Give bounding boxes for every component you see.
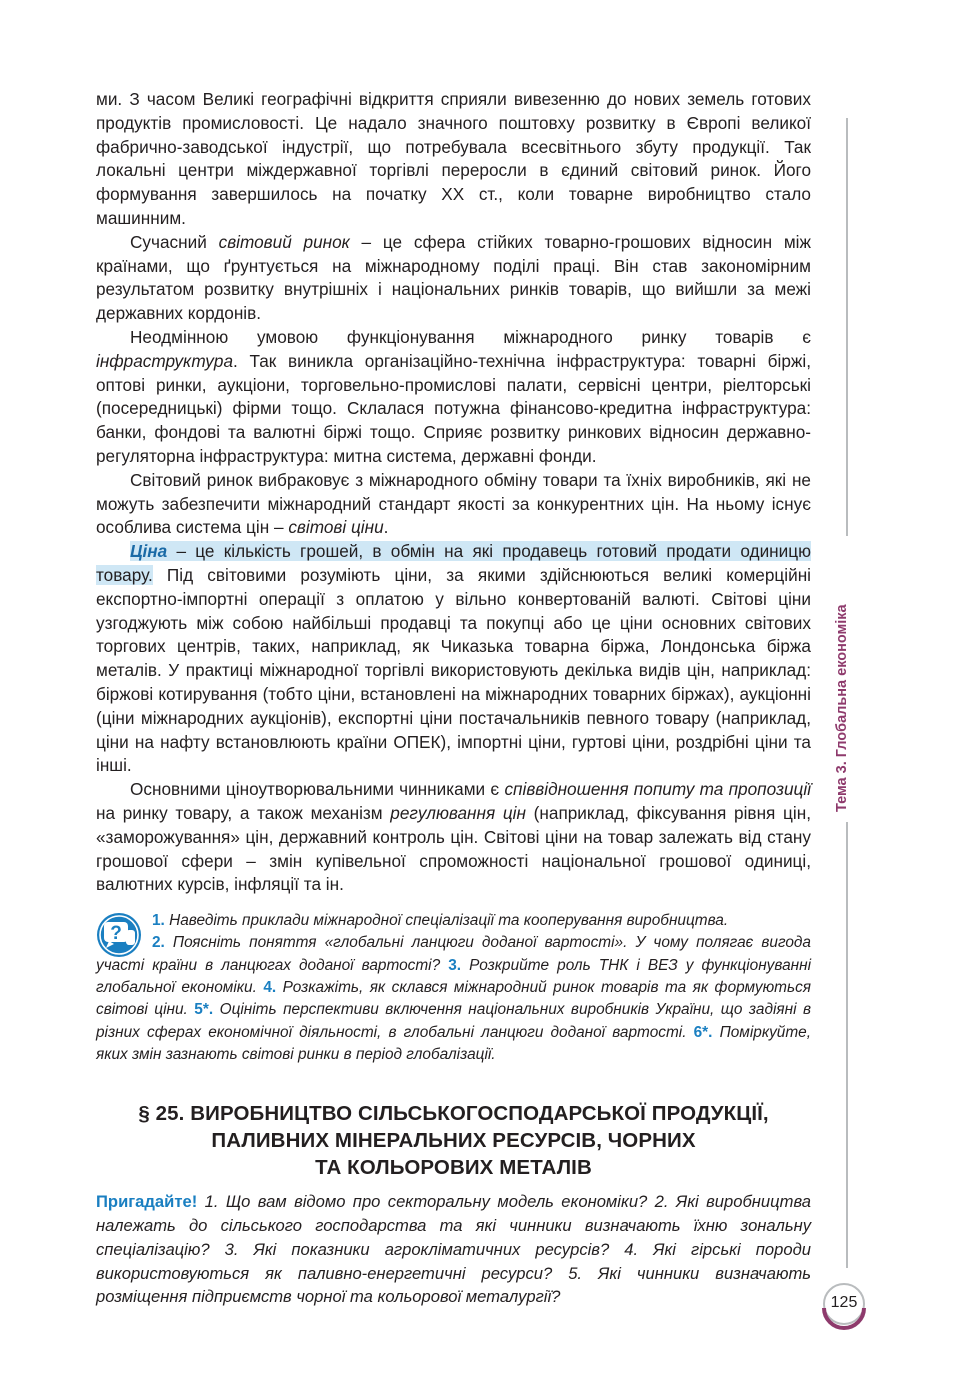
question-4: Розкажіть, як склався міжнародний ринок товарів та як формуються світові ціни.	[96, 978, 811, 1019]
paragraph-4: Світовий ринок вибраковує з міжнародного обміну товари та їхніх виробників, які не можуть забезпечити міжнародний стандарт якості за конкурентних цін. На ньому існує особлива система цін – світові ціни.	[96, 469, 811, 538]
question-bubble-icon	[96, 912, 142, 958]
recall-block	[96, 1190, 811, 1309]
term-price: Ціна	[130, 541, 168, 562]
recall-label: Пригадайте!	[96, 1192, 198, 1212]
term-supply-demand: співвідношення попиту та пропозиції	[504, 779, 812, 800]
term-price-regulation: регулювання цін	[390, 802, 526, 823]
sidebar-divider-top	[846, 118, 848, 536]
paragraph-1: ми. З часом Великі географічні відкриття сприяли вивезенню до нових земель готових продуктів промисловості. Це надало значного поштовху розвитку в Європі великої фабрично-заводської індустрії, що потребувала всесвітнього збуту продукції. Так локальні центри міждержавної торгівлі переросли в єдиний світовий ринок. Його формування завершилось на початку XX ст., коли товарне виробництво стало машинним.	[96, 89, 811, 228]
question-number-2: 2.	[152, 934, 165, 952]
question-number-4: 4.	[263, 978, 277, 996]
question-1: Наведіть приклади міжнародної спеціалізації та кооперування виробництва.	[164, 912, 729, 930]
questions-block	[96, 910, 811, 1066]
paragraph-6: Основними ціноутворювальними чинниками є співвідношення попиту та пропозиції на ринку товару, а також механізм регулювання цін (наприклад, фіксування рівня цін, «заморожування» цін, державний контроль цін. Світові ціни на товар залежать від стану грошової сфери – змін купівельної спроможності національної грошової одиниці, валютних курсів, інфляції та ін.	[96, 779, 812, 895]
question-number-3: 3.	[448, 956, 462, 974]
svg-text:?: ?	[110, 923, 122, 945]
paragraph-5: Ціна – це кількість грошей, в обмін на які продавець готовий продати одиницю товару. Під світовими розуміють ціни, за якими здійснюються великі комерційні експортно-імпортні операції з оплатою у вільно конвертованій валюті. Світові ціни узгоджують між собою найбільші продавці та покупці або це ціни основних світових торгових центрів, таких, наприклад, як Чиказька товарна біржа, Лондонська біржа металів. У практиці міжнародної торгівлі використовують декілька видів цін, наприклад: біржові котирування (тобто ціни, встановлені на міжнародних товарних біржах), аукціонні (ціни міжнародних аукціонів), експортні ціни постачальників певного товару (наприклад, ціни на нафту встановлюють країни ОПЕК), імпортні ціни, гуртові ціни, роздрібні ціни та інші.	[96, 541, 811, 776]
term-world-prices: світові ціни	[288, 517, 384, 538]
page-content	[96, 88, 811, 1309]
page-number: 125	[830, 1294, 858, 1311]
paragraph-2: Сучасний світовий ринок – це сфера стійких товарно-грошових відносин між країнами, що ґрунтується на міжнародному поділі праці. Він став закономірним результатом розвитку внутрішніх і національних ринків товарів, що вийшли за межі державних кордонів.	[96, 231, 811, 324]
term-world-market: світовий ринок	[218, 231, 350, 252]
section-title: § 25. ВИРОБНИЦТВО СІЛЬСЬКОГОСПОДАРСЬКОЇ ПРОДУКЦІЇ, ПАЛИВНИХ МІНЕРАЛЬНИХ РЕСУРСІВ, ЧОРНИХ ТА КОЛЬОРОВИХ МЕТАЛІВ	[138, 1102, 769, 1180]
question-6: Поміркуйте, яких змін зазнають світові ринки в період глобалізації.	[96, 1023, 811, 1063]
recall-questions: 1. Що вам відомо про секторальну модель економіки? 2. Які виробництва належать до сільського господарства та які чинники визначають їхню зональну спеціалізацію? 3. Які показники агрокліматичних ресурсів? 4. Які гірські породи використовуються як паливно-енергетичні ресурси? 5. Які чинники визначають розміщення підприємств чорної та кольорової металургії?	[96, 1192, 811, 1307]
question-5: Оцініть перспективи включення національних виробників України, що задіяні в різних сферах економічної діяльності, в глобальні ланцюги доданої вартості.	[96, 1001, 812, 1041]
paragraph-3: Неодмінною умовою функціонування міжнародного ринку товарів є інфраструктура. Так виникла організаційно-технічна інфраструктура: товарні біржі, оптові ринки, аукціони, торговельно-промислові палати, сервісні центри, ріелторські (посередницькі) фірми тощо. Склалася потужна фінансово-кредитна інфраструктура: банки, фондові та валютні біржі тощо. Сприяє розвитку ринкових відносин державно-регуляторна інфраструктура: митна система, державні фонди.	[96, 326, 811, 466]
question-number-1: 1.	[152, 912, 165, 930]
question-3: Розкрийте роль ТНК і ВЕЗ у функціонуванні глобальної економіки.	[96, 956, 811, 996]
sidebar-theme-label: Тема 3. Глобальна економіка	[834, 604, 850, 812]
question-number-5: 5*.	[194, 1001, 214, 1019]
questions-text	[96, 910, 811, 1066]
question-number-6: 6*.	[693, 1023, 713, 1041]
price-definition-highlight: Ціна – це кількість грошей, в обмін на які продавець готовий продати одиницю товару.	[96, 541, 811, 585]
question-2: Поясніть поняття «глобальні ланцюги доданої вартості». У чому полягає вигода участі країни в ланцюгах доданої вартості?	[96, 934, 811, 974]
term-infrastructure: інфраструктура	[96, 350, 234, 371]
sidebar-divider-bottom	[846, 822, 848, 1268]
